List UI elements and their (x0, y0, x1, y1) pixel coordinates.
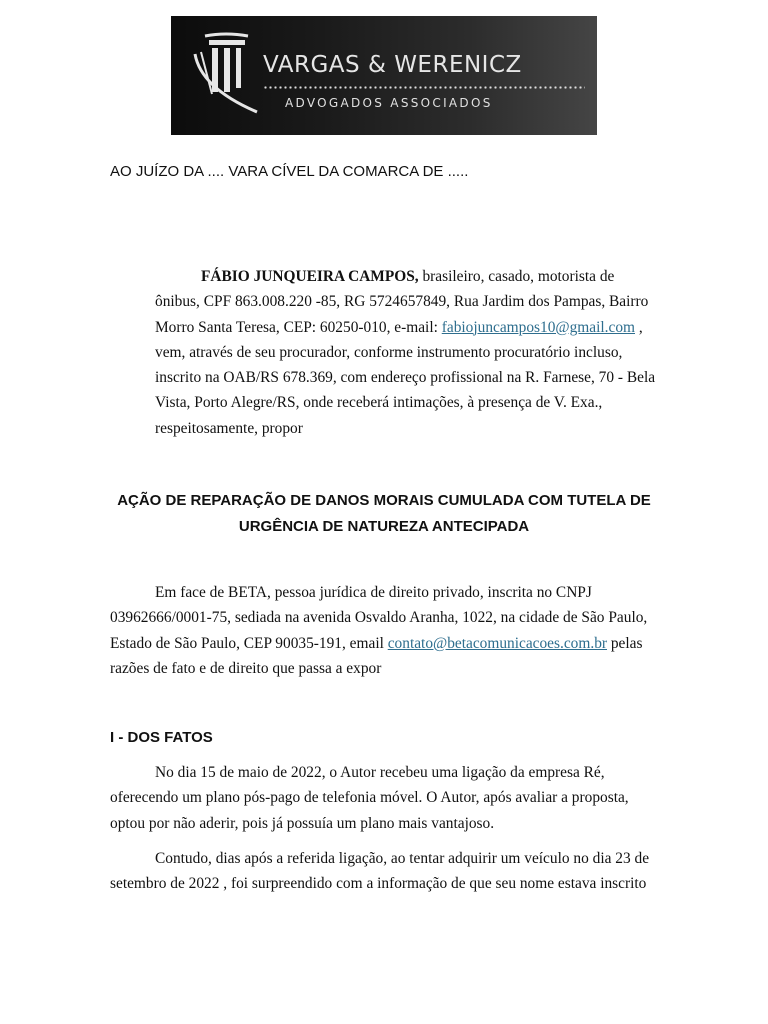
qualification-text-continued: , vem, através de seu procurador, conforme instrumento procuratório incluso, inscrito na OAB/RS 678.369, com endereço profissional na R. Farnese, 70 - Bela Vista, Porto Alegre/RS, onde receberá intimações, à presença de V. Exa., respeitosamente, propor (155, 318, 656, 437)
facts-text: No dia 15 de maio de 2022, o Autor recebeu uma ligação da empresa Ré, oferecendo um plano pós-pago de telefonia móvel. O Autor, após avaliar a proposta, optou por não aderir, pois já possuía um plano mais vantajoso. (110, 764, 629, 832)
defendant-text: Em face de BETA, pessoa jurídica de direito privado, inscrita no CNPJ 03962666/0001-75, sediada na avenida Osvaldo Aranha, 1022, na cidade de São Paulo, Estado de São Paulo, CEP 90035-191, email (110, 584, 648, 652)
firm-logo (171, 16, 597, 135)
defendant-qualification (110, 580, 660, 681)
column-emblem-icon (171, 16, 263, 135)
defendant-text-continued: pelas razões de fato e de direito que passa a expor (110, 634, 643, 677)
plaintiff-email-link[interactable]: fabiojuncampos10@gmail.com (441, 318, 635, 336)
dotted-divider (263, 86, 585, 89)
facts-text: Contudo, dias após a referida ligação, ao tentar adquirir um veículo no dia 23 de setembro de 2022 , foi surpreendido com a informação de que seu nome estava inscrito (110, 850, 650, 893)
action-title: AÇÃO DE REPARAÇÃO DE DANOS MORAIS CUMULADA COM TUTELA DE URGÊNCIA DE NATUREZA ANTECIPADA (117, 492, 651, 535)
plaintiff-qualification (155, 264, 660, 441)
qualification-text: brasileiro, casado, motorista de ônibus, CPF 863.008.220 -85, RG 5724657849, Rua Jardim dos Pampas, Bairro Morro Santa Teresa, CEP: 60250-010, e-mail: (155, 268, 649, 336)
section-title: I - DOS FATOS (110, 729, 213, 746)
facts-paragraph (110, 760, 660, 836)
facts-paragraph (110, 846, 660, 897)
court-address: AO JUÍZO DA .... VARA CÍVEL DA COMARCA DE ..... (110, 163, 469, 180)
firm-name: VARGAS & WERENICZ (263, 52, 522, 78)
defendant-email-link[interactable]: contato@betacomunicacoes.com.br (387, 634, 608, 652)
plaintiff-name: FÁBIO JUNQUEIRA CAMPOS, (201, 268, 419, 285)
firm-subtitle: ADVOGADOS ASSOCIADOS (285, 96, 493, 110)
